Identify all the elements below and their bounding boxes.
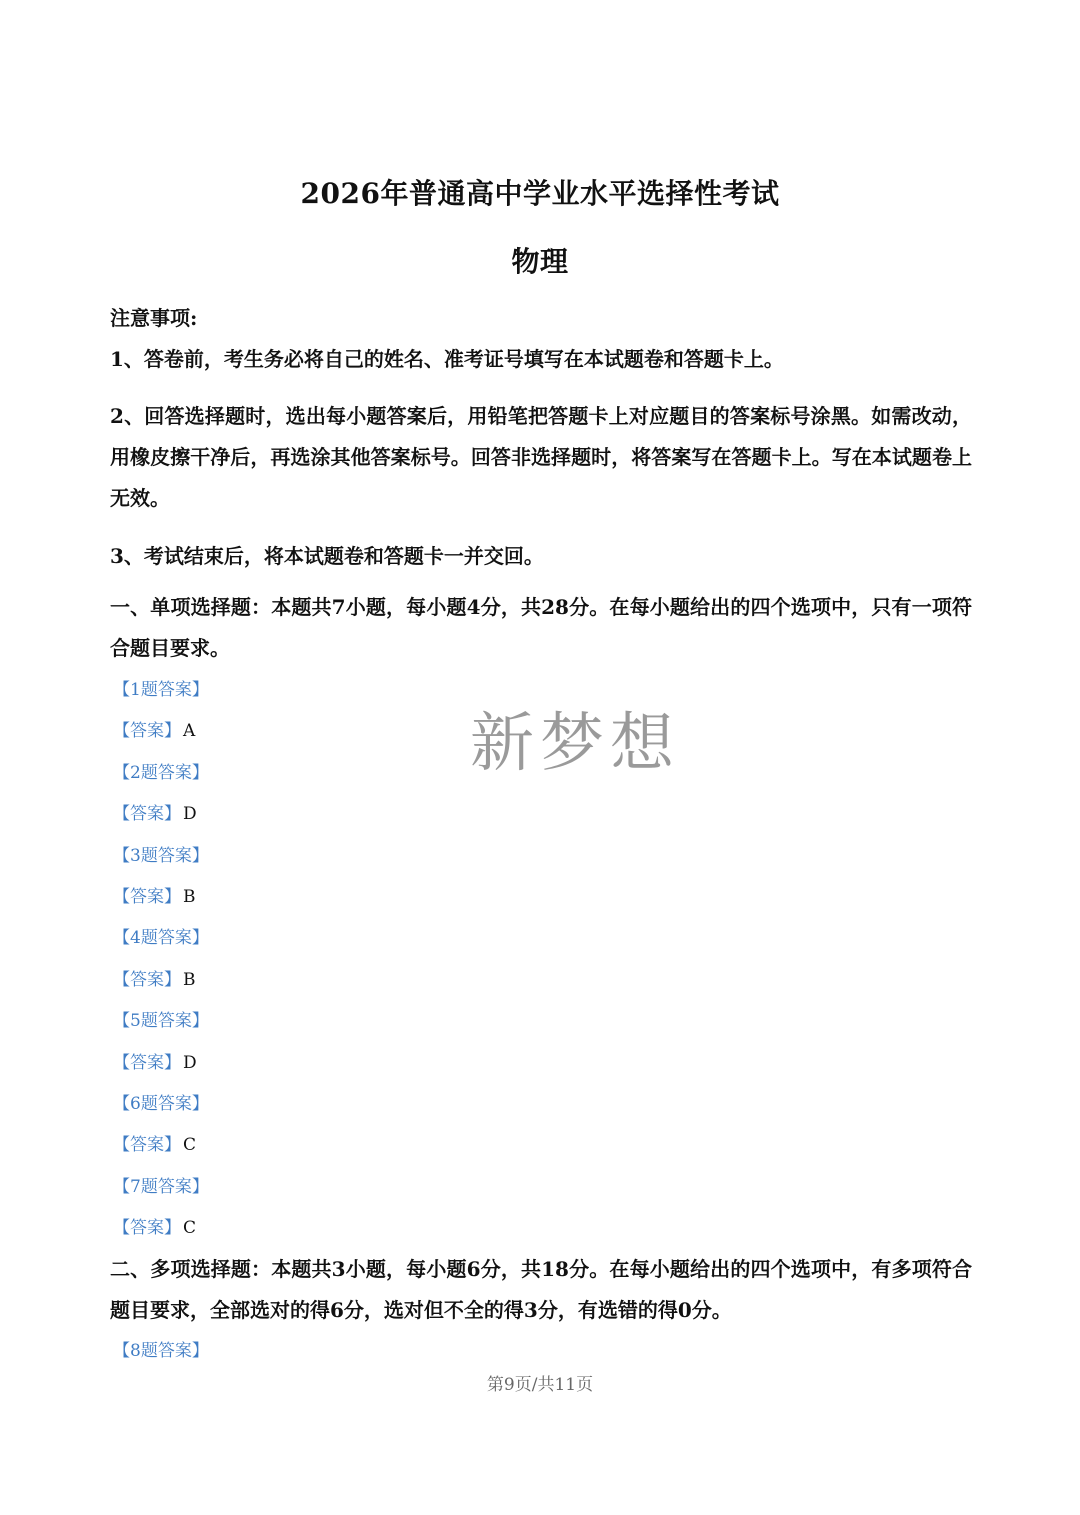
- watermark-text: 新梦想: [470, 707, 680, 781]
- answer-1: 【答案】 A: [113, 721, 196, 742]
- answer-3: 【答案】 B: [113, 886, 196, 907]
- subject-title: 物理: [511, 245, 569, 278]
- answer-7: 【答案】 C: [113, 1218, 197, 1239]
- question-8-label[interactable]: 【8题答案】: [113, 1341, 209, 1361]
- question-6-label[interactable]: 【6题答案】: [113, 1093, 209, 1114]
- notice-item-3: 3、考试结束后，将本试题卷和答题卡一并交回。: [110, 544, 544, 568]
- section2-heading: 二、多项选择题：本题共3小题，每小题6分，共18分。在每小题给出的四个选项中，有多项符合题目要求，全部选对的得6分，选对但不全的得3分，有选错的得0分。: [110, 1257, 972, 1322]
- question-2-label[interactable]: 【2题答案】: [113, 762, 209, 783]
- exam-title: 2026年普通高中学业水平选择性考试: [300, 177, 780, 210]
- notice-item-2: 2、回答选择题时，选出每小题答案后，用铅笔把答题卡上对应题目的答案标号涂黑。如需改动，用橡皮擦干净后，再选涂其他答案标号。回答非选择题时，将答案写在答题卡上。写在本试题卷上无效。: [110, 404, 972, 510]
- answer-4: 【答案】 B: [113, 969, 196, 990]
- notice-item-1: 1、答卷前，考生务必将自己的姓名、准考证号填写在本试题卷和答题卡上。: [110, 347, 784, 371]
- question-4-label[interactable]: 【4题答案】: [113, 928, 209, 949]
- notice-heading: 注意事项:: [110, 306, 198, 330]
- answer-5: 【答案】 D: [113, 1052, 197, 1073]
- answer-6: 【答案】 C: [113, 1135, 197, 1156]
- question-1-label[interactable]: 【1题答案】: [113, 680, 209, 700]
- question-3-label[interactable]: 【3题答案】: [113, 845, 209, 866]
- answer-key-list: [113, 670, 209, 1249]
- question-5-label[interactable]: 【5题答案】: [113, 1011, 209, 1032]
- section1-heading: 一、单项选择题：本题共7小题，每小题4分，共28分。在每小题给出的四个选项中，只有一项符合题目要求。: [110, 595, 972, 660]
- question-7-label[interactable]: 【7题答案】: [113, 1176, 209, 1197]
- section2-answer-list: [113, 1331, 209, 1372]
- answer-2: 【答案】 D: [113, 804, 197, 825]
- page-footer: 第9页/共11页: [486, 1375, 594, 1395]
